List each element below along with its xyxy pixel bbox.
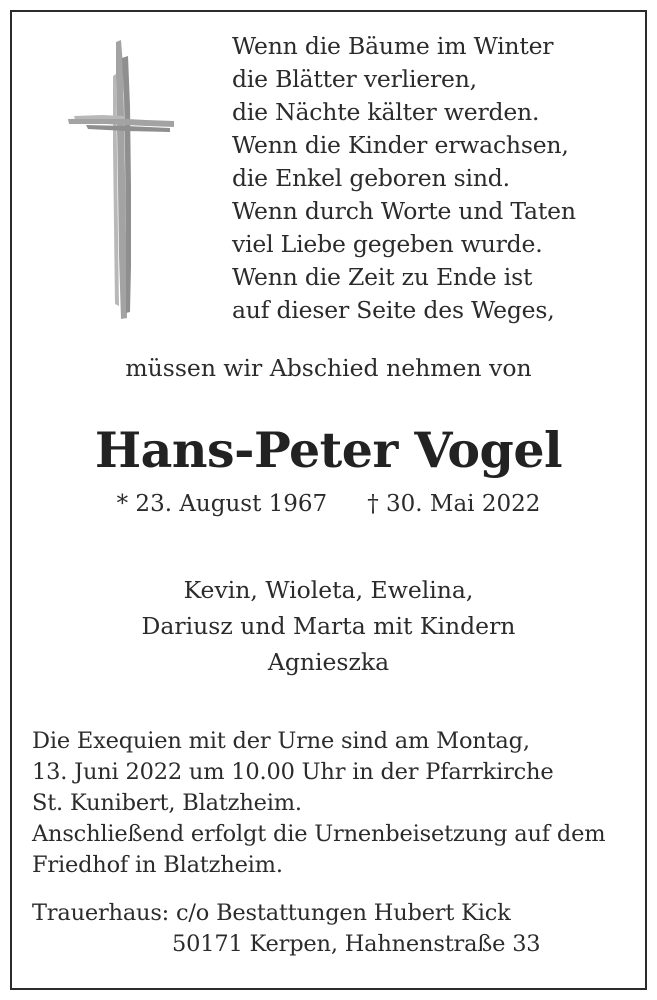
service-line: Die Exequien mit der Urne sind am Montag, [32,728,530,754]
cross-icon [66,36,178,322]
death-date: † 30. Mai 2022 [367,491,541,517]
mourners-line: Dariusz und Marta mit Kindern [141,612,516,640]
poem-line: Wenn die Bäume im Winter [232,32,554,60]
birth-date: * 23. August 1967 [116,491,328,517]
poem-line: Wenn die Kinder erwachsen, [232,131,569,159]
poem-line: die Nächte kälter werden. [232,98,540,126]
poem-line: die Blätter verlieren, [232,65,477,93]
mourners [0,572,657,680]
service-line: Friedhof in Blatzheim. [32,852,283,878]
mourners-line: Kevin, Wioleta, Ewelina, [183,576,474,604]
life-dates [0,489,657,519]
service-line: Anschließend erfolgt die Urnenbeisetzung auf dem [32,821,606,847]
poem-line: viel Liebe gegeben wurde. [232,230,543,258]
poem-line: Wenn die Zeit zu Ende ist [232,263,533,291]
service-line: 13. Juni 2022 um 10.00 Uhr in der Pfarrkirche [32,759,554,785]
poem [232,30,576,327]
service-line: St. Kunibert, Blatzheim. [32,790,302,816]
mourners-line: Agnieszka [267,648,390,676]
poem-line: Wenn durch Worte und Taten [232,197,576,225]
farewell-line: müssen wir Abschied nehmen von [125,354,532,382]
deceased-name: Hans-Peter Vogel [94,421,563,479]
service-info [32,726,605,881]
mourning-house-line: Trauerhaus: c/o Bestattungen Hubert Kick [32,900,511,926]
poem-line: die Enkel geboren sind. [232,164,510,192]
mourning-house-address: 50171 Kerpen, Hahnenstraße 33 [172,931,541,957]
poem-line: auf dieser Seite des Weges, [232,296,555,324]
mourning-house [32,898,540,960]
